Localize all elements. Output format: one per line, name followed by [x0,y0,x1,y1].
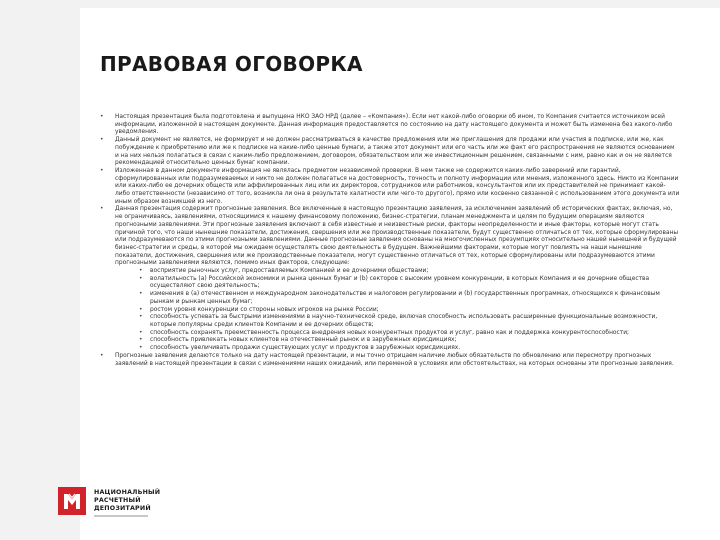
bullet-item: • Прогнозные заявления делаются только на дату настоящей презентации, и мы точно отрицаем наличие любых обязательств по обновлению или пересмотру прогнозных заявлений в настоящей презентации в связи с изменениями наших ожиданий, или переменой в условиях или обстоятельствах, на которых основаны эти прогнозные заявления. [100,353,680,368]
sub-bullet-item: • изменения в (а) отечественном и международном законодательстве и налоговом регулировании и (b) государственных программах, относящихся к финансовым рынкам и рынкам ценных бумаг; [115,291,680,306]
bullet-item [100,206,680,352]
page-title: ПРАВОВАЯ ОГОВОРКА [100,52,363,76]
logo-line-3: ДЕПОЗИТАРИЙ [94,505,151,512]
sub-bullet-item: • ростом уровня конкуренции со стороны новых игроков на рынке России; [115,307,680,315]
company-logo [58,487,161,523]
bullet-list [100,114,680,368]
logo-text [94,489,160,513]
nsd-logo-icon [58,487,86,515]
sub-bullet-item: • способность успевать за быстрыми изменениями в научно-технической среде, включая способность использовать расширенные функциональные возможности, которые популярны среди клиентов Компании и ее дочерних обществ; [115,314,680,329]
top-band [0,0,720,8]
bullet-item: • Данный документ не является, не формирует и не должен рассматриваться в качестве предложения или же приглашения для продажи или участия в подписке, или же, как побуждение к приобретению или же к подписке на какие-либо ценные бумаги, а также этот документ или его часть или же факт его распространения не являются основанием и на них нельзя полагаться в связи с каким-либо предложением, договором, обязательством или же инвестиционным решением, связанными с ним, равно как и он не является рекомендацией относительно ценных бумаг компании. [100,137,680,168]
sub-bullet-item: • способность сохранять преемственность процесса внедрения новых конкурентных продуктов и услуг, равно как и поддержка конкурентоспособности; [115,330,680,338]
sub-bullet-item: • способность увеличивать продажи существующих услуг и продуктов в зарубежных юрисдикциях. [115,345,680,353]
sub-bullet-item: • волатильность (а) Российской экономики и рынка ценных бумаг и (b) секторов с высоким уровнем конкуренции, в которых Компания и ее дочерние общества осуществляют свою деятельность; [115,276,680,291]
sub-bullet-item: • восприятие рыночных услуг, предоставляемых Компанией и ее дочерними обществами; [115,268,680,276]
sub-bullet-list [115,268,680,353]
disclaimer-body [100,114,680,368]
logo-line-2: РАСЧЕТНЫЙ [94,497,141,504]
sub-bullet-item: • способность привлекать новых клиентов на отечественный рынок и в зарубежных юрисдикциях; [115,337,680,345]
logo-line-1: НАЦИОНАЛЬНЫЙ [94,489,161,496]
bullet-item: • Изложенная в данном документе информация не являлась предметом независимой проверки. В нем также не содержится каких-либо заверений или гарантий, сформулированных или подразумеваемых и никто не должен полагаться на достоверность, точность и полноту информации или мнения, изложенного здесь. Никто из Компании или каких-либо ее дочерних обществ или аффилированных лиц или их директоров, сотрудников или работников, консультантов или их представителей не принимает какой-либо ответственности (независимо от того, возникла ли она в результате халатности или чего-то другого), прямо или косвенно связанной с использованием этого документа или иным образом возникшей из него. [100,168,680,207]
left-band [0,0,80,540]
logo-underline [94,515,148,517]
bullet-text: Данная презентация содержит прогнозные заявления. Все включенные в настоящую презентацию заявления, за исключением заявлений об исторических фактах, включая, но, не ограничиваясь, заявлениями, относящимися к нашему финансовому положению, бизнес-стратегии, планам менеджмента и целям по будущим операциям являются прогнозными заявлениями. Эти прогнозные заявления включают в себя известные и неизвестные риски, факторы неопределенности и иные факторы, которые могут стать причиной того, что наши нынешние показатели, достижения, свершения или же производственные показатели, будут существенно отличаться от тех, которые сформулированы или подразумеваются по этими прогнозными заявлениями. Данные прогнозные заявления основаны на многочисленных презумпциях относительно нашей нынешней и будущей бизнес-стратегии и среды, в которой мы ожидаем осуществлять свою деятельность в будущем. Важнейшими факторами, которые могут повлиять на наши нынешние показатели, достижения, свершения или же производственные показатели, могут существенно отличаться от тех, которые сформулированы или подразумеваются этими прогнозными заявлениями являются, помимо иных факторов, следующие: [115,206,679,267]
bullet-item: • Настоящая презентация была подготовлена и выпущена НКО ЗАО НРД (далее – «Компания»). Если нет какой-либо оговорки об ином, то Компания считается источником всей информации, изложенной в настоящем документе. Данная информация предоставляется по состоянию на дату настоящего документа и может быть изменена без какого-либо уведомления. [100,114,680,137]
